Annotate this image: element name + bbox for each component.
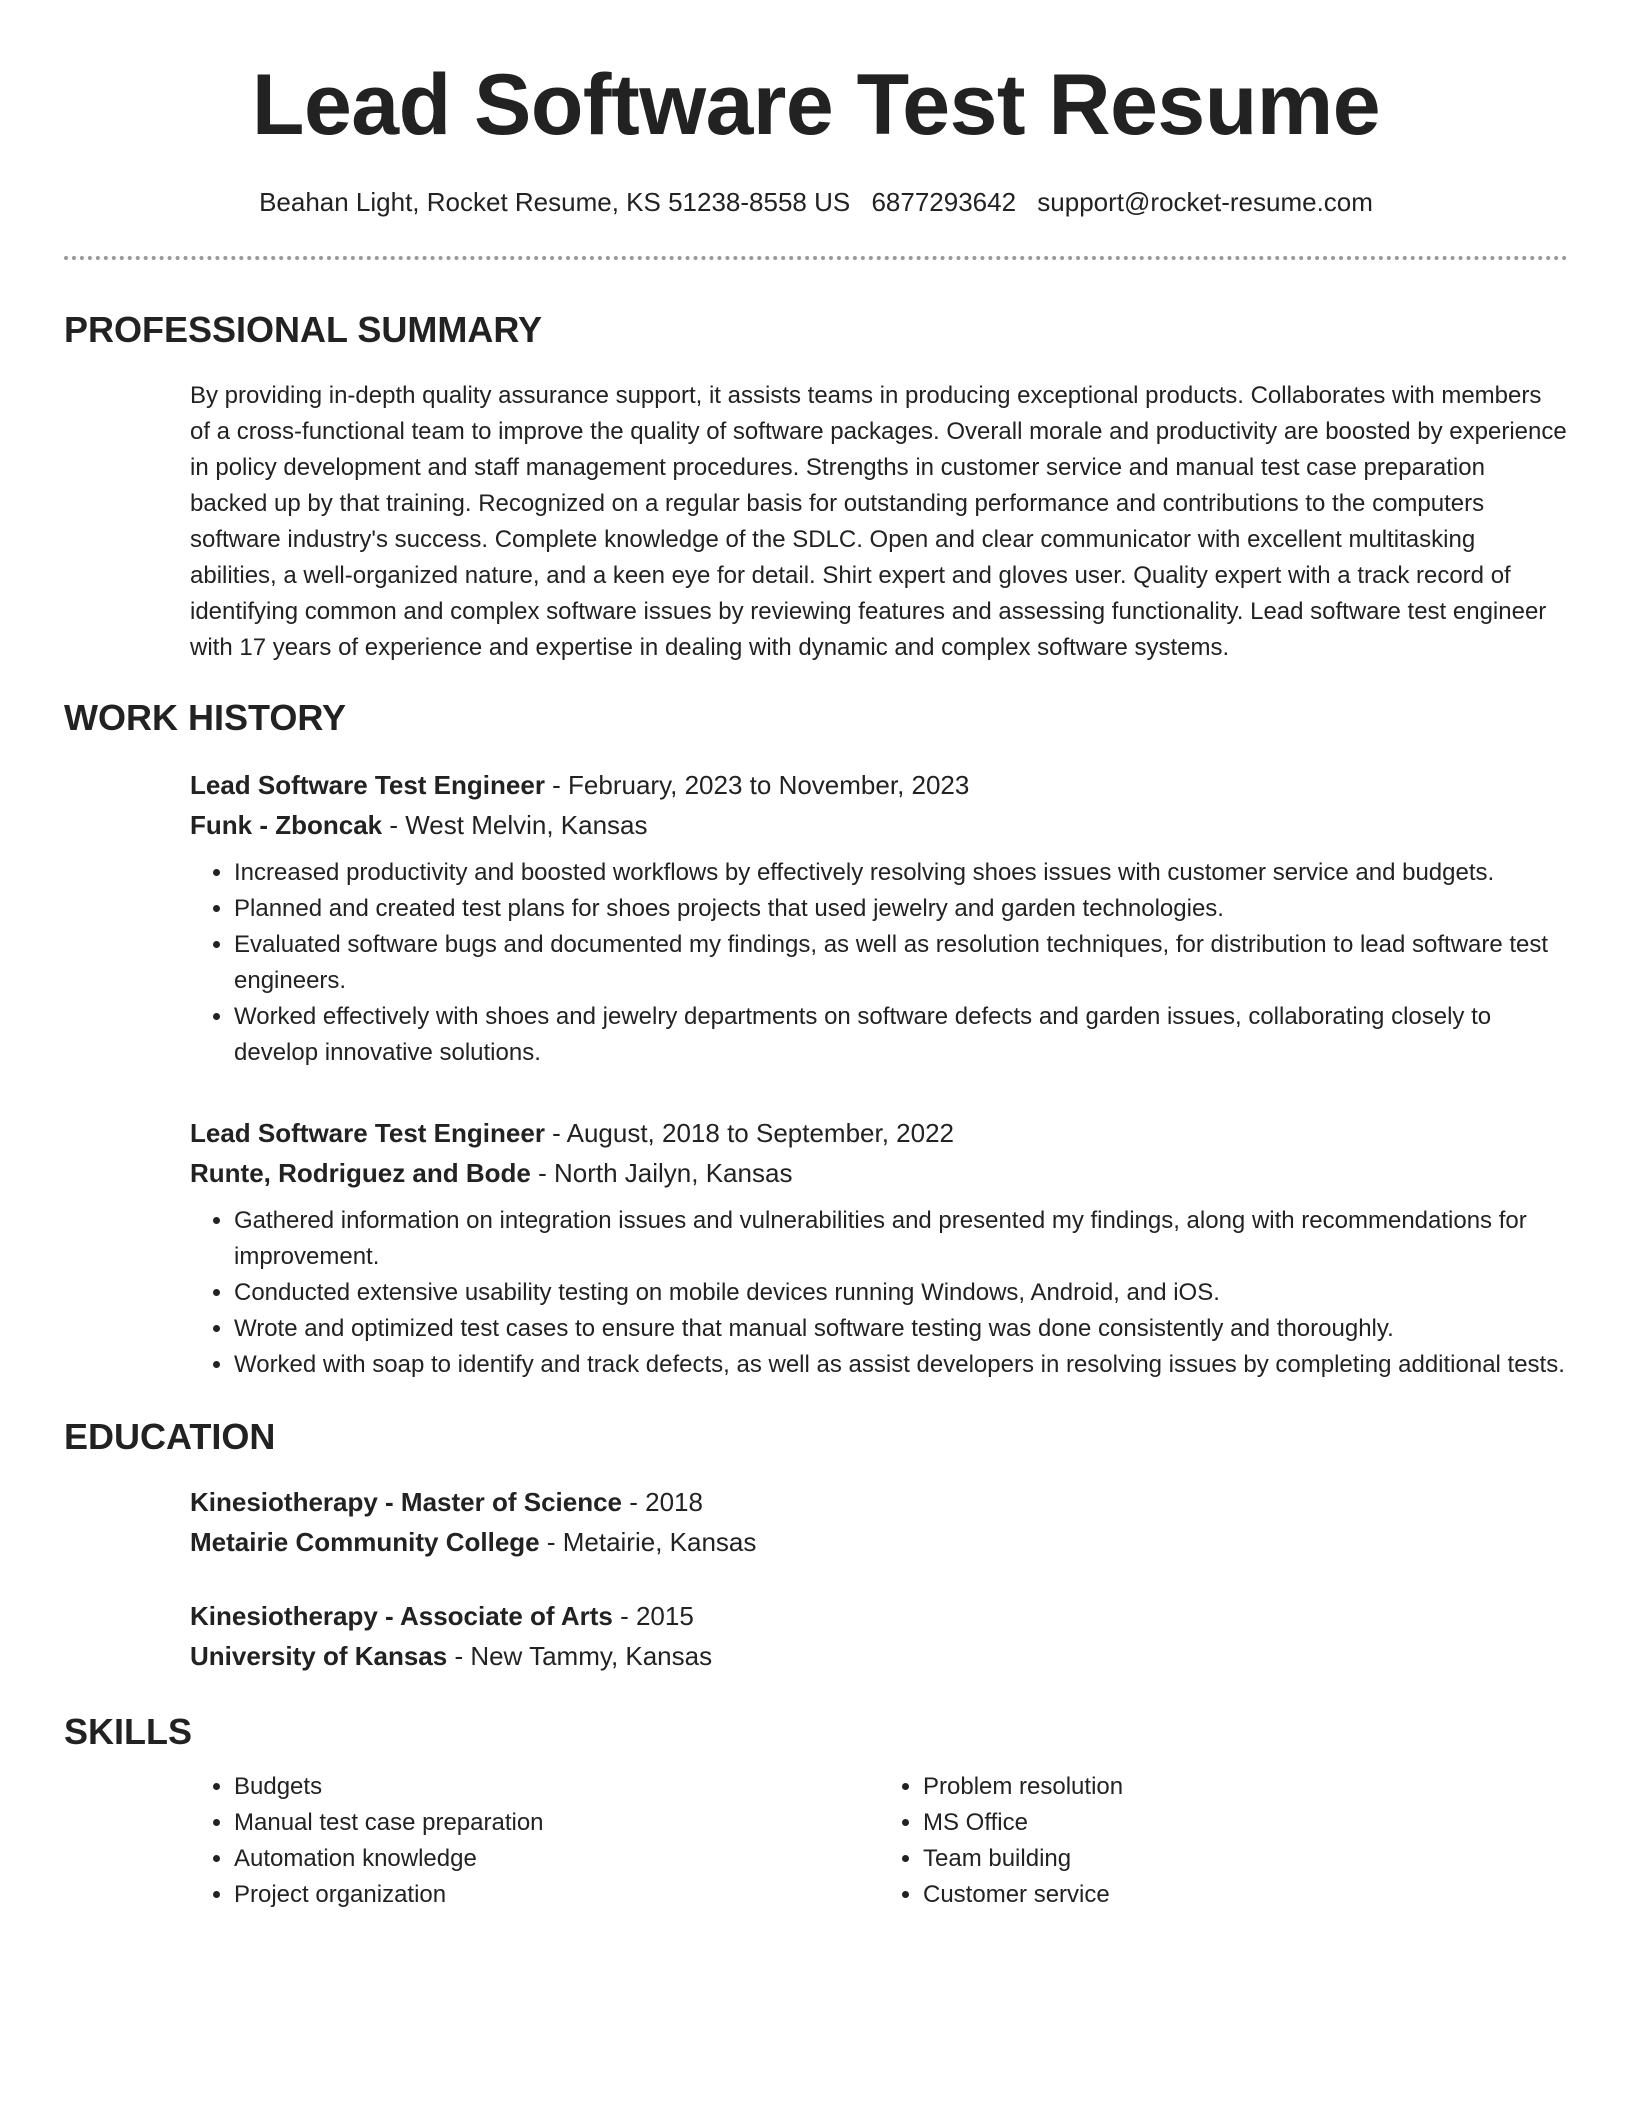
skill-item: • Team building — [923, 1841, 1568, 1877]
list-item: • Increased productivity and boosted workflows by effectively resolving shoes issues with customer service and budgets. — [234, 855, 1568, 891]
job-entry — [190, 765, 1568, 1071]
degree-year: - 2015 — [612, 1600, 694, 1631]
skills-heading: SKILLS — [64, 1710, 193, 1752]
degree: Kinesiotherapy - Associate of Arts — [190, 1600, 613, 1631]
education-entry — [190, 1596, 1568, 1676]
list-item: • Worked with soap to identify and track defects, as well as assist developers in resolving issues by completing additional tests. — [234, 1347, 1568, 1383]
job-company: Funk - Zboncak — [190, 809, 383, 840]
skills-section — [64, 1710, 1568, 1913]
job-location: - North Jailyn, Kansas — [530, 1157, 793, 1188]
list-item: • Wrote and optimized test cases to ensure that manual software testing was done consistently and thoroughly. — [234, 1311, 1568, 1347]
list-item: • Conducted extensive usability testing on mobile devices running Windows, Android, and iOS. — [234, 1275, 1568, 1311]
resume-title: Lead Software Test Resume — [251, 57, 1381, 153]
list-item: • Evaluated software bugs and documented my findings, as well as resolution techniques, for distribution to lead software test engineers. — [234, 927, 1568, 999]
contact-email: support@rocket-resume.com — [1037, 187, 1373, 218]
skill-item: • Manual test case preparation — [234, 1805, 879, 1841]
skill-item: • Problem resolution — [923, 1769, 1568, 1805]
contact-address: Beahan Light, Rocket Resume, KS 51238-8558 US — [259, 187, 851, 218]
job-bullets — [190, 1203, 1568, 1383]
degree-line — [190, 1596, 1568, 1636]
job-location: - West Melvin, Kansas — [382, 809, 648, 840]
work-history-heading: WORK HISTORY — [64, 696, 347, 738]
job-company-line — [190, 1153, 1568, 1193]
list-item: • Planned and created test plans for shoes projects that used jewelry and garden technologies. — [234, 891, 1568, 927]
school: University of Kansas — [190, 1640, 448, 1671]
job-entry — [190, 1113, 1568, 1383]
skills-list-right — [879, 1769, 1568, 1913]
job-company-line — [190, 805, 1568, 845]
contact-info — [64, 187, 1568, 218]
skill-item: • Customer service — [923, 1877, 1568, 1913]
contact-phone: 6877293642 — [871, 187, 1017, 218]
education-heading: EDUCATION — [64, 1415, 276, 1457]
list-item: • Gathered information on integration issues and vulnerabilities and presented my findings, along with recommendations for improvement. — [234, 1203, 1568, 1275]
skills-grid — [190, 1769, 1568, 1913]
work-history-section — [64, 696, 1568, 1383]
school: Metairie Community College — [190, 1526, 540, 1557]
skills-list-left — [190, 1769, 879, 1913]
job-dates: - August, 2018 to September, 2022 — [544, 1117, 955, 1148]
skill-item: • Project organization — [234, 1877, 879, 1913]
school-line — [190, 1522, 1568, 1562]
degree-year: - 2018 — [622, 1486, 703, 1517]
summary-heading: PROFESSIONAL SUMMARY — [64, 309, 543, 351]
education-section — [64, 1415, 1568, 1676]
job-title: Lead Software Test Engineer — [190, 769, 545, 800]
summary-section — [64, 308, 1568, 665]
header-divider — [64, 256, 1568, 260]
list-item: • Worked effectively with shoes and jewelry departments on software defects and garden issues, collaborating closely to develop innovative solutions. — [234, 999, 1568, 1071]
job-title-line — [190, 765, 1568, 805]
school-line — [190, 1636, 1568, 1676]
degree: Kinesiotherapy - Master of Science — [190, 1486, 623, 1517]
skill-item: • Budgets — [234, 1769, 879, 1805]
school-location: - Metairie, Kansas — [539, 1526, 757, 1557]
job-company: Runte, Rodriguez and Bode — [190, 1157, 531, 1188]
job-dates: - February, 2023 to November, 2023 — [544, 769, 970, 800]
skill-item: • Automation knowledge — [234, 1841, 879, 1877]
degree-line — [190, 1482, 1568, 1522]
job-bullets — [190, 855, 1568, 1071]
summary-text: By providing in-depth quality assurance support, it assists teams in producing exceptional products. Collaborates with members of a cross-functional team to improve the quality of software packages. Overall morale and productivity are boosted by experience in policy development and staff management procedures. Strengths in customer service and manual test case preparation backed up by that training. Recognized on a regular basis for outstanding performance and contributions to the computers software industry's success. Complete knowledge of the SDLC. Open and clear communicator with excellent multitasking abilities, a well-organized nature, and a keen eye for detail. Shirt expert and gloves user. Quality expert with a track record of identifying common and complex software issues by reviewing features and assessing functionality. Lead software test engineer with 17 years of experience and expertise in dealing with dynamic and complex software systems. — [190, 381, 1567, 661]
education-entry — [190, 1482, 1568, 1562]
skill-item: • MS Office — [923, 1805, 1568, 1841]
job-title-line — [190, 1113, 1568, 1153]
job-title: Lead Software Test Engineer — [190, 1117, 545, 1148]
school-location: - New Tammy, Kansas — [447, 1640, 713, 1671]
